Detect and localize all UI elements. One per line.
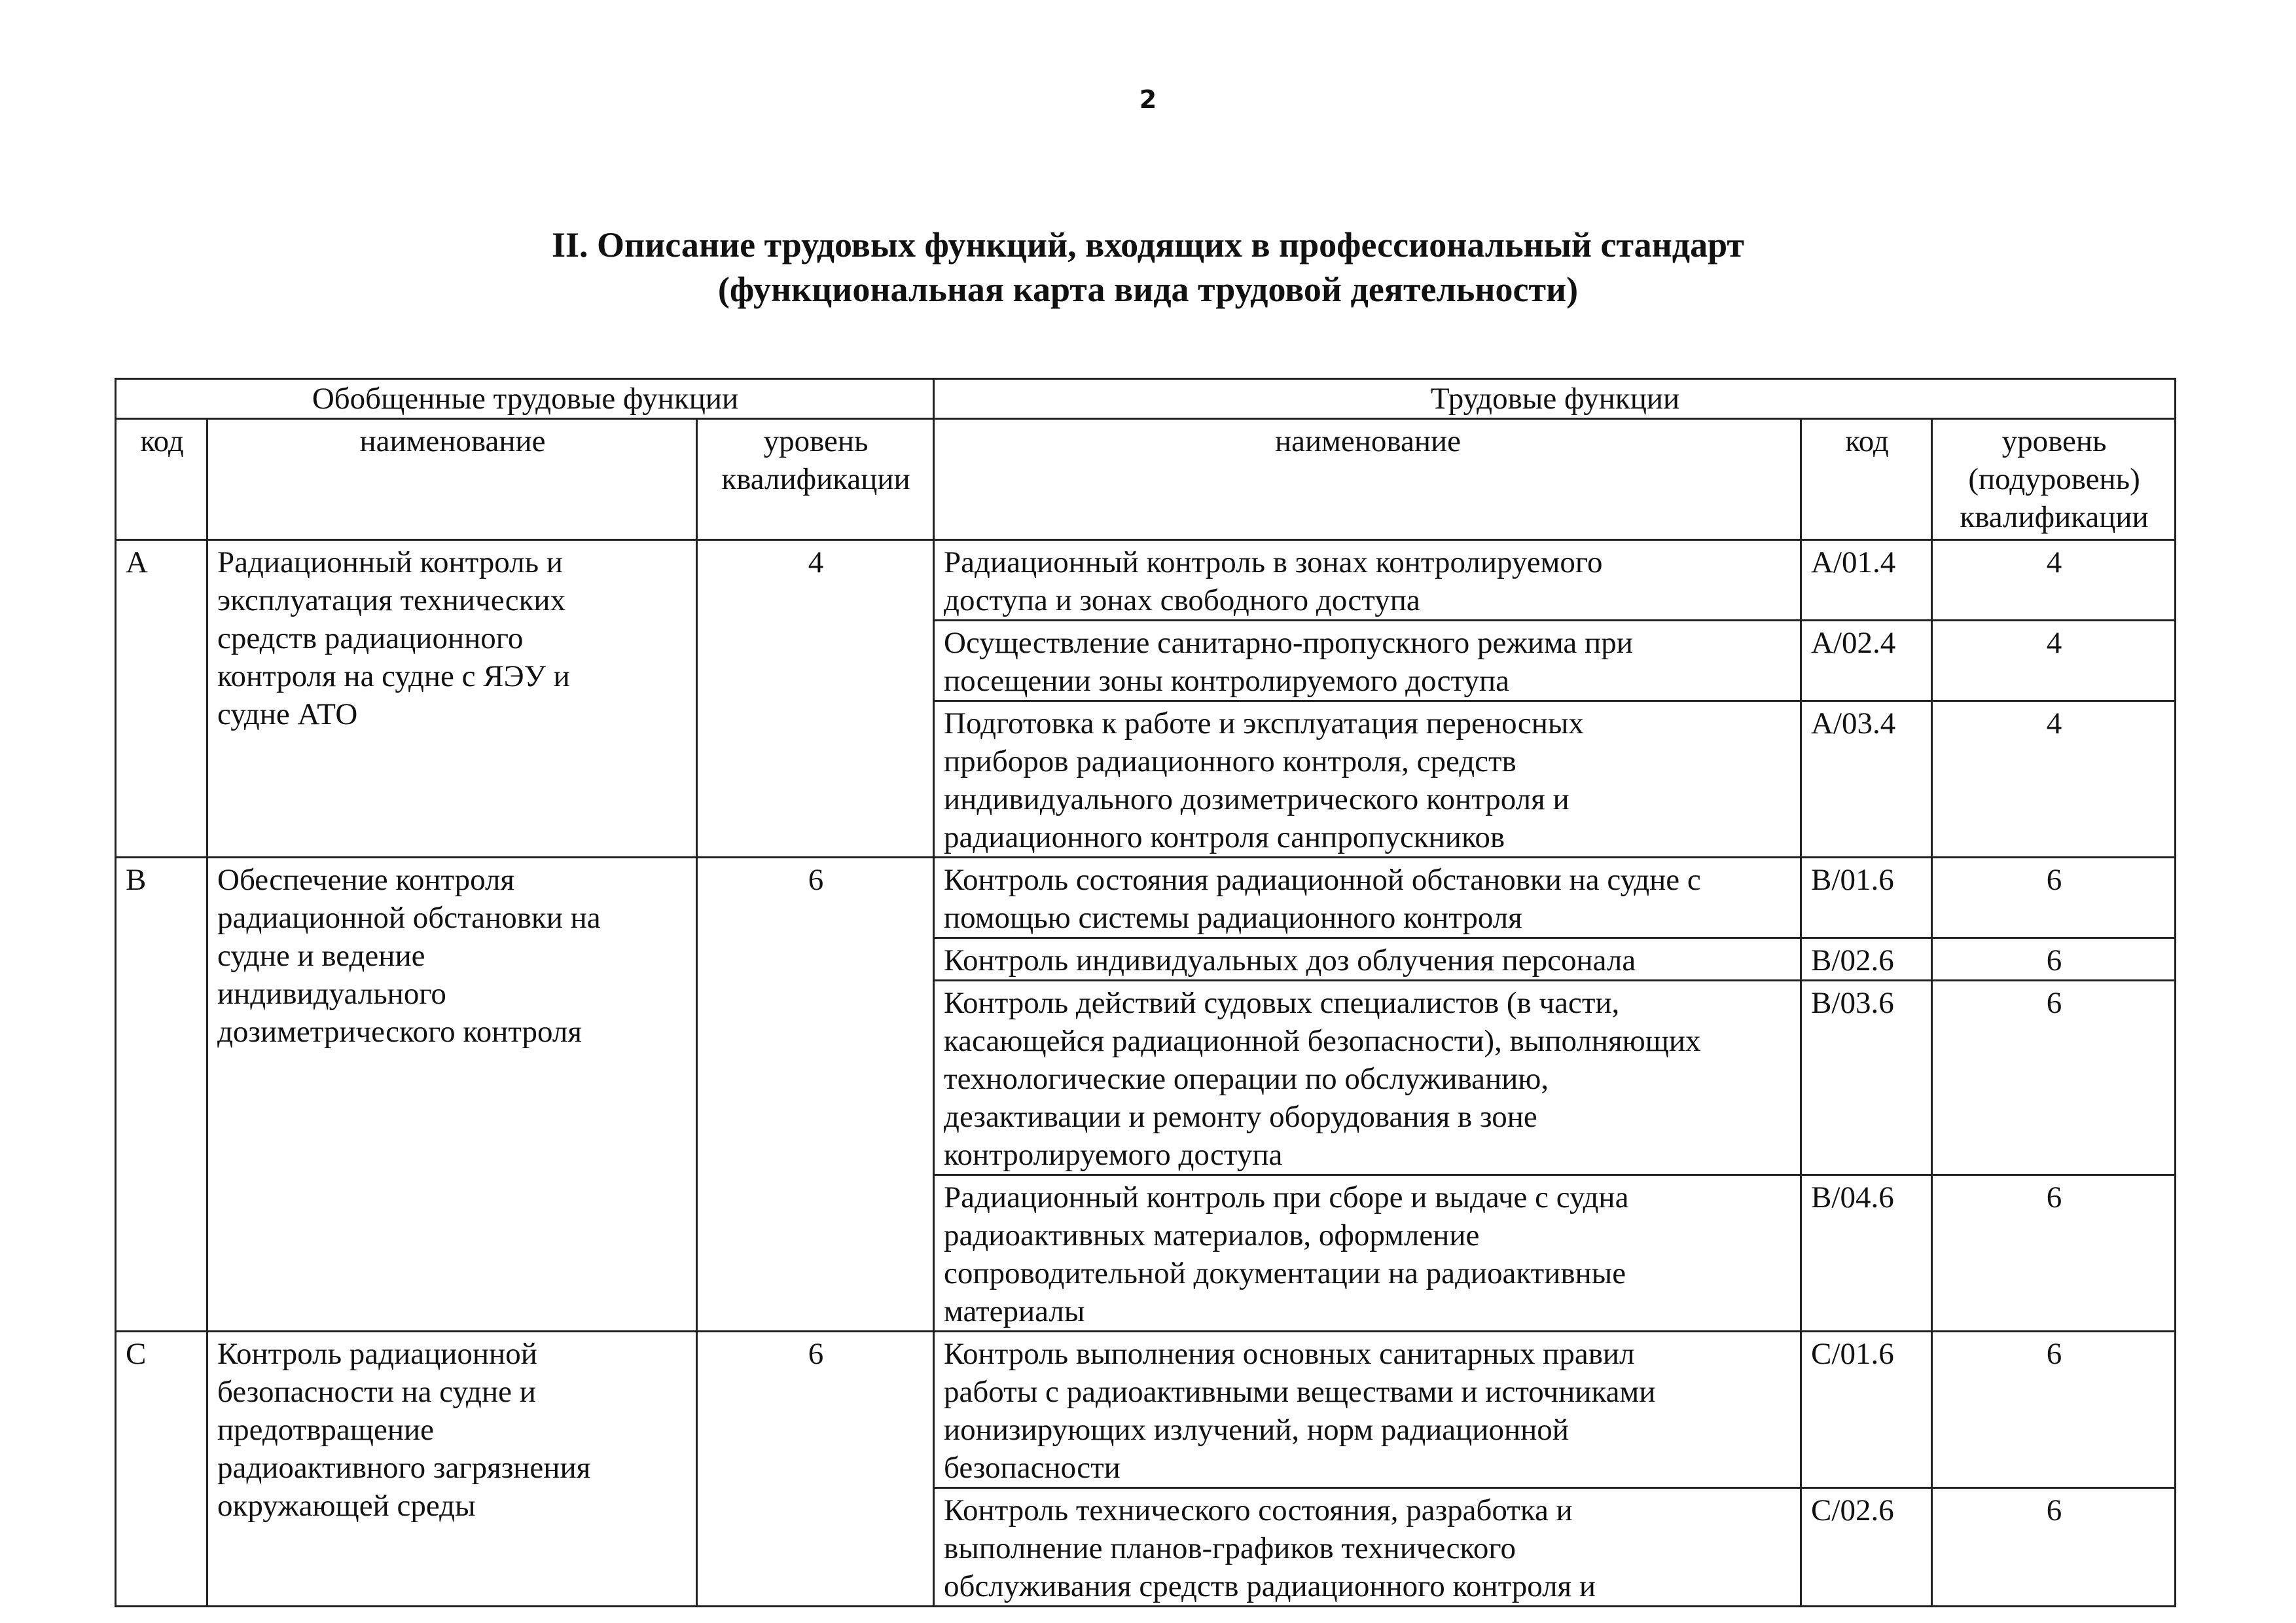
table-row: [116, 1332, 2176, 1488]
labor-function-name: Радиационный контроль в зонах контролируемого доступа и зонах свободного доступа: [934, 540, 1801, 621]
generalized-function-name: Радиационный контроль и эксплуатация технических средств радиационного контроля на судне с ЯЭУ и судне АТО: [207, 540, 697, 858]
labor-function-code: B/02.6: [1801, 938, 1932, 981]
header-lf-name: наименование: [934, 419, 1801, 540]
generalized-function-name: Обеспечение контроля радиационной обстановки на судне и ведение индивидуального дозиметрического контроля: [207, 858, 697, 1332]
labor-function-level: 4: [1932, 540, 2176, 621]
labor-function-level: 6: [1932, 981, 2176, 1175]
labor-function-name: Контроль индивидуальных доз облучения персонала: [934, 938, 1801, 981]
page-number: 2: [1139, 85, 1157, 114]
header-lf-level: уровень (подуровень) квалификации: [1932, 419, 2176, 540]
header-lf-code: код: [1801, 419, 1932, 540]
labor-function-level: 6: [1932, 938, 2176, 981]
generalized-function-code: B: [116, 858, 207, 1332]
generalized-function-level: 4: [697, 540, 934, 858]
labor-function-code: B/04.6: [1801, 1175, 1932, 1332]
labor-function-code: B/03.6: [1801, 981, 1932, 1175]
labor-function-name: Радиационный контроль при сборе и выдаче с судна радиоактивных материалов, оформление сопроводительной документации на радиоактивные материалы: [934, 1175, 1801, 1332]
column-header-row: [116, 419, 2176, 540]
functional-map-table: [115, 378, 2176, 1607]
group-header-row: [116, 379, 2176, 419]
labor-function-name: Контроль выполнения основных санитарных правил работы с радиоактивными веществами и источниками ионизирующих излучений, норм радиационной безопасности: [934, 1332, 1801, 1488]
labor-function-name: Контроль действий судовых специалистов (в части, касающейся радиационной безопасности), выполняющих технологические операции по обслуживанию, дезактивации и ремонту оборудования в зоне контролируемого доступа: [934, 981, 1801, 1175]
section-title-line-1: II. Описание трудовых функций, входящих в профессиональный стандарт: [552, 225, 1744, 264]
generalized-function-name: Контроль радиационной безопасности на судне и предотвращение радиоактивного загрязнения окружающей среды: [207, 1332, 697, 1607]
labor-function-name: Контроль состояния радиационной обстановки на судне с помощью системы радиационного контроля: [934, 858, 1801, 938]
table-row: [116, 858, 2176, 938]
labor-function-name: Контроль технического состояния, разработка и выполнение планов-графиков технического обслуживания средств радиационного контроля и: [934, 1488, 1801, 1607]
labor-function-level: 6: [1932, 858, 2176, 938]
generalized-function-code: A: [116, 540, 207, 858]
header-labor-functions: Трудовые функции: [934, 379, 2176, 419]
labor-function-code: A/01.4: [1801, 540, 1932, 621]
section-title: [0, 223, 2296, 312]
header-gen-name: наименование: [207, 419, 697, 540]
table-row: [116, 540, 2176, 621]
header-gen-code: код: [116, 419, 207, 540]
header-generalized-functions: Обобщенные трудовые функции: [116, 379, 934, 419]
generalized-function-code: C: [116, 1332, 207, 1607]
labor-function-level: 6: [1932, 1488, 2176, 1607]
labor-function-code: A/03.4: [1801, 701, 1932, 858]
labor-function-code: C/02.6: [1801, 1488, 1932, 1607]
labor-function-level: 4: [1932, 621, 2176, 701]
labor-function-name: Подготовка к работе и эксплуатация переносных приборов радиационного контроля, средств индивидуального дозиметрического контроля и радиационного контроля санпропускников: [934, 701, 1801, 858]
labor-function-name: Осуществление санитарно-пропускного режима при посещении зоны контролируемого доступа: [934, 621, 1801, 701]
labor-function-code: B/01.6: [1801, 858, 1932, 938]
labor-function-code: C/01.6: [1801, 1332, 1932, 1488]
section-title-line-2: (функциональная карта вида трудовой деятельности): [717, 270, 1579, 309]
generalized-function-level: 6: [697, 858, 934, 1332]
labor-function-level: 4: [1932, 701, 2176, 858]
labor-function-level: 6: [1932, 1332, 2176, 1488]
labor-function-code: A/02.4: [1801, 621, 1932, 701]
labor-function-level: 6: [1932, 1175, 2176, 1332]
generalized-function-level: 6: [697, 1332, 934, 1607]
header-gen-level: уровень квалификации: [697, 419, 934, 540]
